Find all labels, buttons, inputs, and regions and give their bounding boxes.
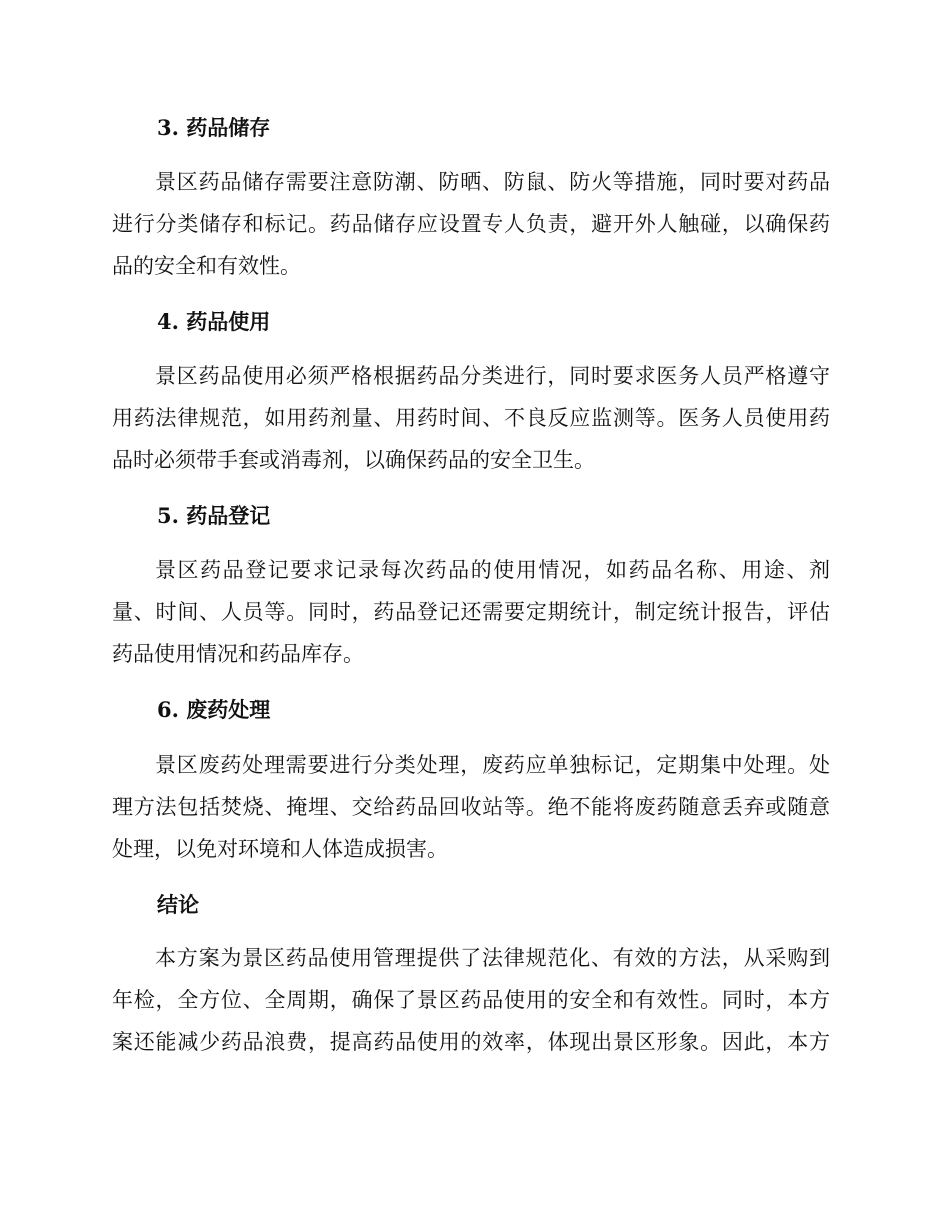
section-paragraph-storage	[112, 161, 830, 287]
paragraph-line: 处理，以免对环境和人体造成损害。	[112, 837, 448, 861]
section-heading-waste-disposal: 6. 废药处理	[157, 697, 271, 722]
section-heading-conclusion: 结论	[157, 892, 199, 917]
section-paragraph-usage	[112, 355, 830, 481]
paragraph-line: 品的安全和有效性。	[112, 254, 301, 278]
paragraph-line: 药品使用情况和药品库存。	[112, 642, 364, 666]
paragraph-line: 用药法律规范，如用药剂量、用药时间、不良反应监测等。医务人员使用药	[112, 406, 830, 430]
paragraph-line: 景区废药处理需要进行分类处理，废药应单独标记，定期集中处理。处	[155, 753, 830, 777]
paragraph-line: 理方法包括焚烧、掩埋、交给药品回收站等。绝不能将废药随意丢弃或随意	[112, 795, 830, 819]
section-heading-usage: 4. 药品使用	[157, 309, 271, 334]
section-heading-storage: 3. 药品储存	[157, 115, 271, 140]
paragraph-line: 量、时间、人员等。同时，药品登记还需要定期统计，制定统计报告，评估	[112, 600, 830, 624]
section-paragraph-waste-disposal	[112, 744, 830, 870]
paragraph-line: 年检，全方位、全周期，确保了景区药品使用的安全和有效性。同时，本方	[112, 988, 830, 1012]
section-heading-registration: 5. 药品登记	[157, 503, 271, 528]
paragraph-line: 景区药品储存需要注意防潮、防晒、防鼠、防火等措施，同时要对药品	[155, 170, 830, 194]
section-paragraph-conclusion	[112, 937, 830, 1063]
paragraph-line: 本方案为景区药品使用管理提供了法律规范化、有效的方法，从采购到	[155, 946, 830, 970]
section-paragraph-registration	[112, 549, 830, 675]
paragraph-line: 景区药品使用必须严格根据药品分类进行，同时要求医务人员严格遵守	[155, 364, 830, 388]
paragraph-line: 进行分类储存和标记。药品储存应设置专人负责，避开外人触碰，以确保药	[112, 212, 830, 236]
paragraph-line: 景区药品登记要求记录每次药品的使用情况，如药品名称、用途、剂	[155, 558, 830, 582]
paragraph-line: 品时必须带手套或消毒剂，以确保药品的安全卫生。	[112, 448, 595, 472]
paragraph-line: 案还能减少药品浪费，提高药品使用的效率，体现出景区形象。因此，本方	[112, 1030, 830, 1054]
